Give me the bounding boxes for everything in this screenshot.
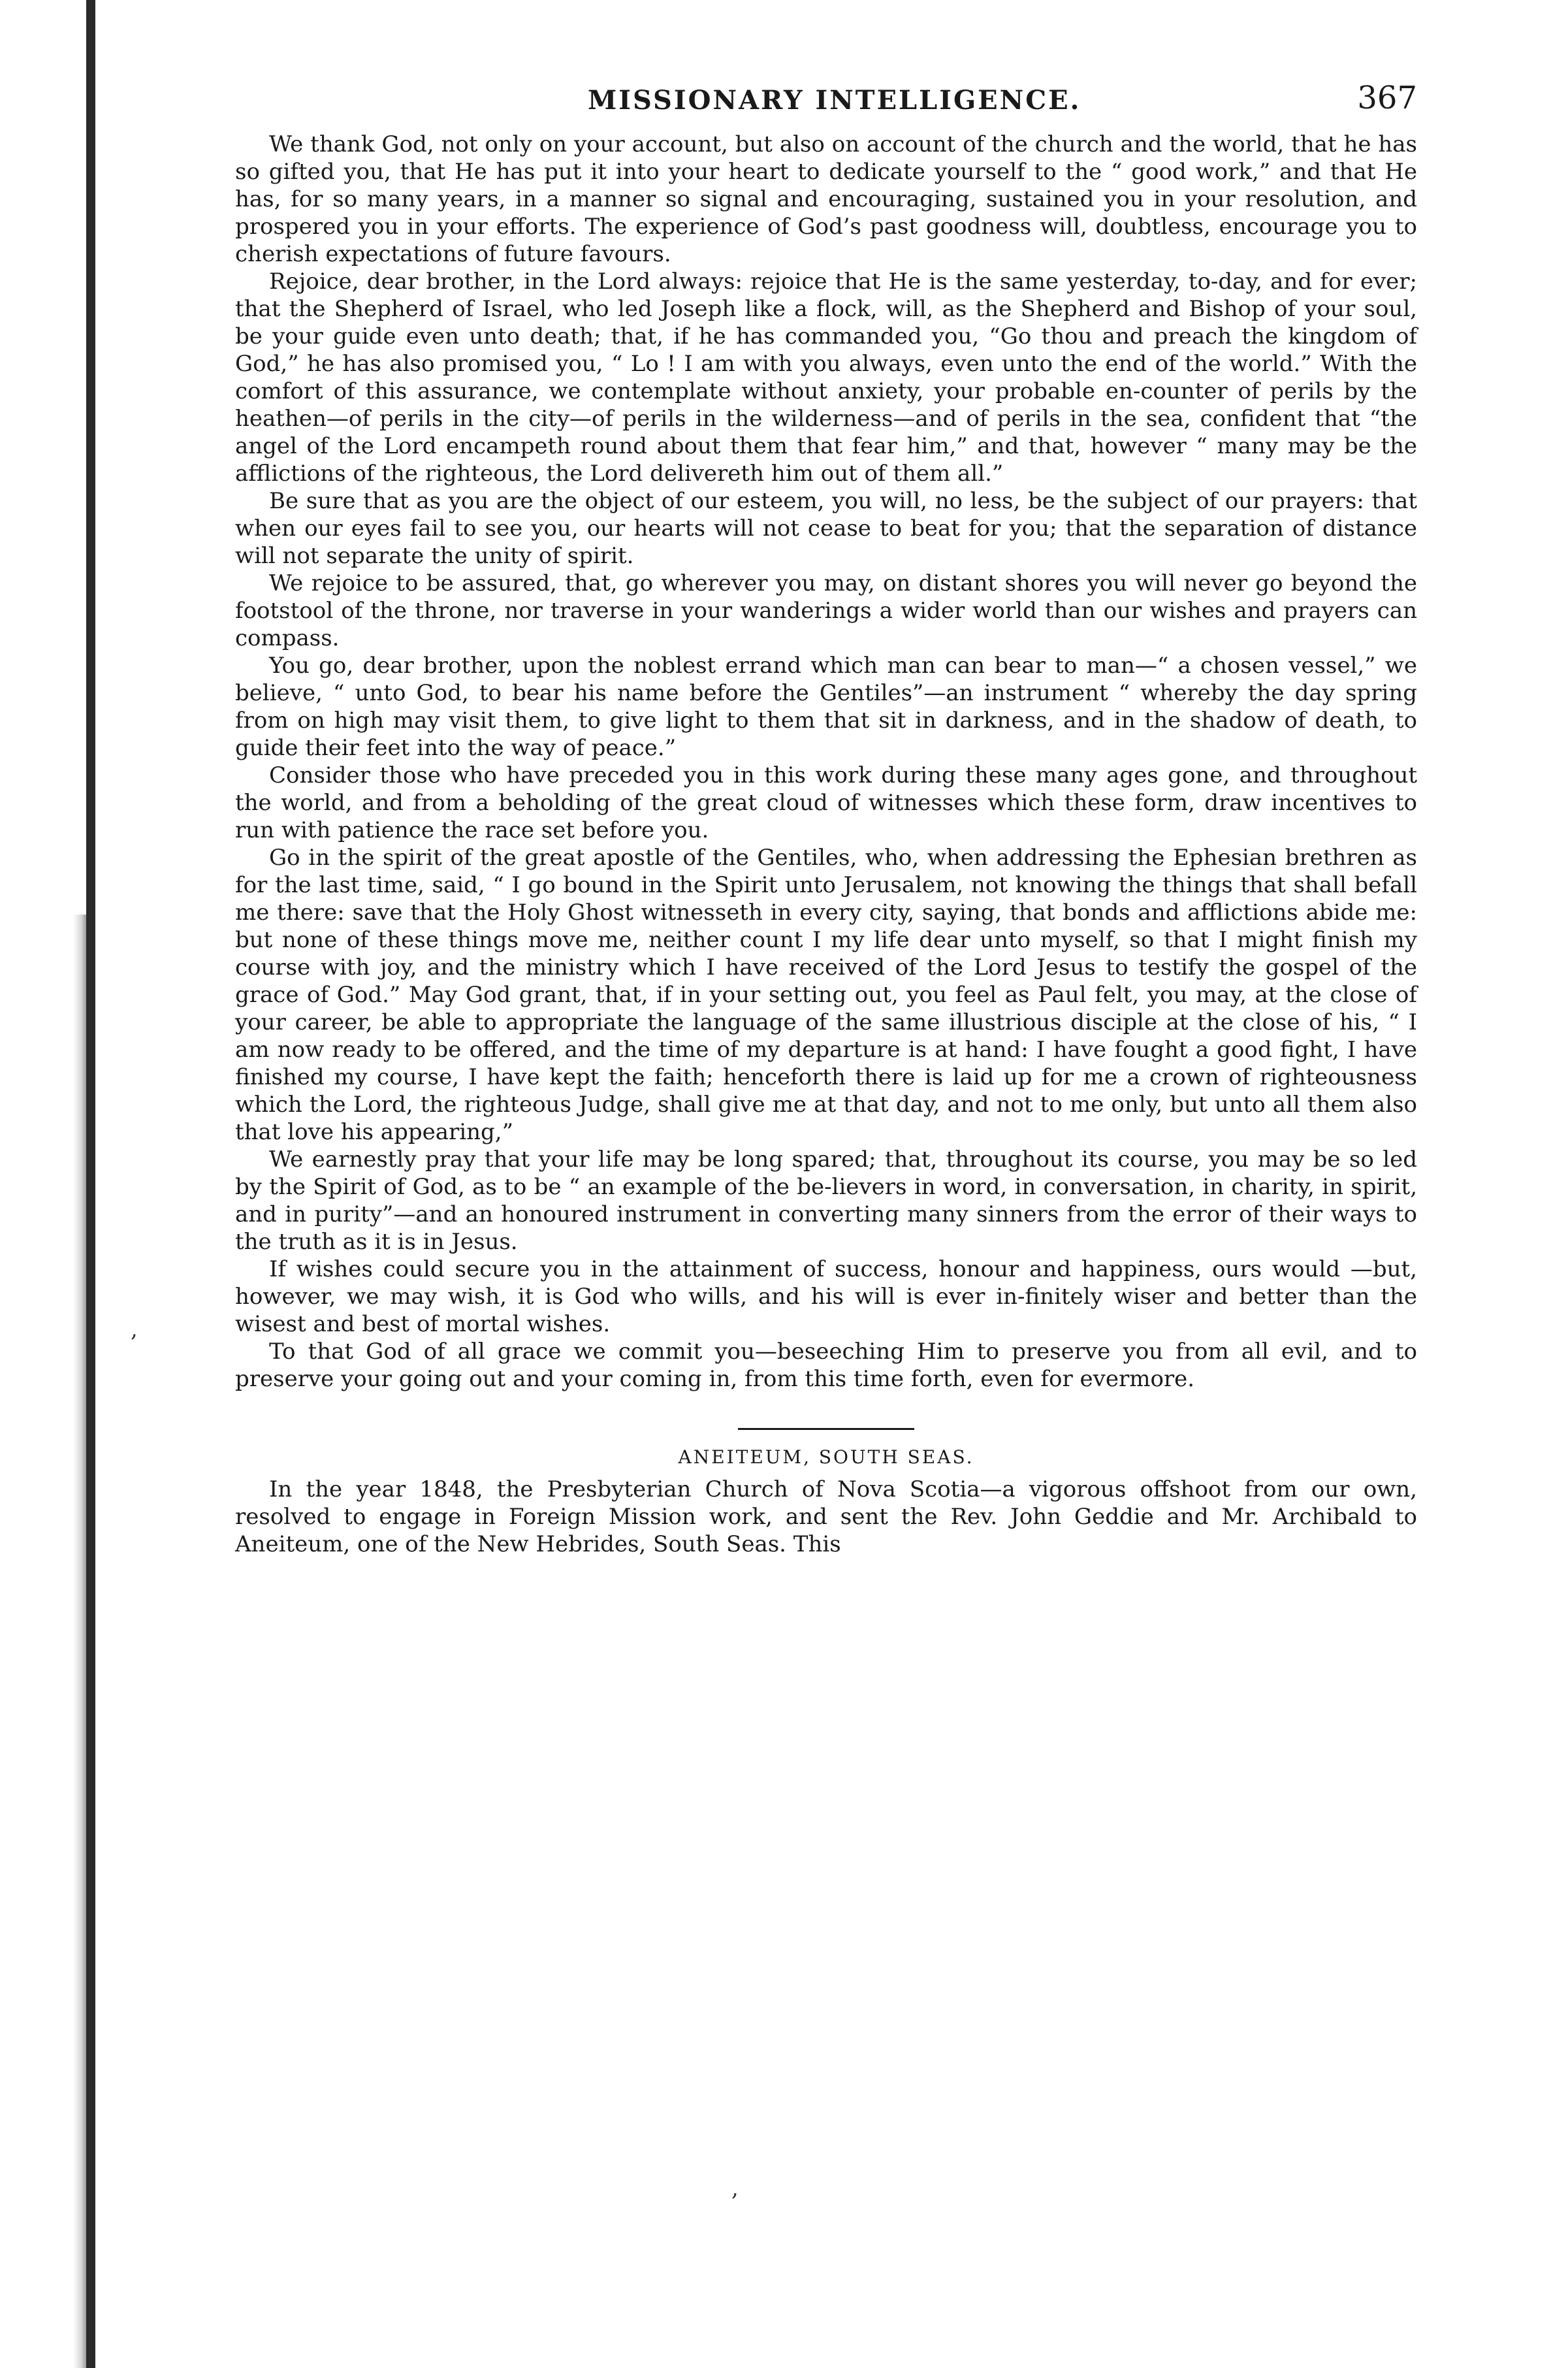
section-divider	[738, 1428, 914, 1430]
body-text	[235, 131, 1417, 1558]
paragraph: We thank God, not only on your account, but also on account of the church and the world, that he has so gifted you, that He has put it into your heart to dedicate yourself to the “ good work,” and that He has, for so many years, in a manner so signal and encouraging, sustained you in your resolution, and prospered you in your efforts. The experience of God’s past goodness will, doubtless, encourage you to cherish expectations of future favours.	[235, 131, 1417, 267]
paragraph: Go in the spirit of the great apostle of the Gentiles, who, when addressing the Ephesian brethren as for the last time, said, “ I go bound in the Spirit unto Jerusalem, not knowing the things that shall befall me there: save that the Holy Ghost witnesseth in every city, saying, that bonds and afflictions abide me: but none of these things move me, neither count I my life dear unto myself, so that I might finish my course with joy, and the ministry which I have received of the Lord Jesus to testify the gospel of the grace of God.” May God grant, that, if in your setting out, you feel as Paul felt, you may, at the close of your career, be able to appropriate the language of the same illustrious disciple at the close of his, “ I am now ready to be offered, and the time of my departure is at hand: I have fought a good fight, I have finished my course, I have kept the faith; henceforth there is laid up for me a crown of righteousness which the Lord, the righteous Judge, shall give me at that day, and not to me only, but unto all them also that love his appearing,”	[235, 845, 1417, 1145]
binding-bar	[86, 0, 95, 2368]
running-title: MISSIONARY INTELLIGENCE.	[588, 85, 1081, 116]
paragraph: We rejoice to be assured, that, go wherever you may, on distant shores you will never go beyond the footstool of the throne, nor traverse in your wanderings a wider world than our wishes and prayers can compass.	[235, 570, 1417, 651]
stray-ink-mark: ,	[131, 1316, 138, 1342]
binding-shadow	[73, 915, 86, 2368]
page-number: 367	[1357, 80, 1417, 116]
section-heading: ANEITEUM, SOUTH SEAS.	[678, 1446, 974, 1468]
section-paragraph: In the year 1848, the Presbyterian Church of Nova Scotia—a vigorous offshoot from our own, resolved to engage in Foreign Mission work, and sent the Rev. John Geddie and Mr. Archibald to Aneiteum, one of the New Hebrides, South Seas. This	[235, 1476, 1417, 1557]
paragraph: Be sure that as you are the object of our esteem, you will, no less, be the subject of our prayers: that when our eyes fail to see you, our hearts will not cease to beat for you; that the separation of distance will not separate the unity of spirit.	[235, 488, 1417, 569]
paragraph: Rejoice, dear brother, in the Lord always: rejoice that He is the same yesterday, to-day, and for ever; that the Shepherd of Israel, who led Joseph like a flock, will, as the Shepherd and Bishop of your soul, be your guide even unto death; that, if he has commanded you, “Go thou and preach the kingdom of God,” he has also promised you, “ Lo ! I am with you always, even unto the end of the world.” With the comfort of this assurance, we contemplate without anxiety, your probable en-counter of perils by the heathen—of perils in the city—of perils in the wilderness—and of perils in the sea, confident that “the angel of the Lord encampeth round about them that fear him,” and that, however “ many may be the afflictions of the righteous, the Lord delivereth him out of them all.”	[235, 268, 1417, 487]
running-head	[235, 78, 1417, 131]
book-page	[235, 78, 1417, 2299]
paragraph: You go, dear brother, upon the noblest errand which man can bear to man—“ a chosen vessel,” we believe, “ unto God, to bear his name before the Gentiles”—an instrument “ whereby the day spring from on high may visit them, to give light to them that sit in darkness, and in the shadow of death, to guide their feet into the way of peace.”	[235, 653, 1417, 761]
stray-ink-mark: ,	[731, 2175, 739, 2201]
paragraph: We earnestly pray that your life may be long spared; that, throughout its course, you may be so led by the Spirit of God, as to be “ an example of the be-lievers in word, in conversation, in charity, in spirit, and in purity”—and an honoured instrument in converting many sinners from the error of their ways to the truth as it is in Jesus.	[235, 1146, 1417, 1255]
paragraph: To that God of all grace we commit you—beseeching Him to preserve you from all evil, and to preserve your going out and your coming in, from this time forth, even for evermore.	[235, 1338, 1417, 1392]
paragraph: Consider those who have preceded you in this work during these many ages gone, and throughout the world, and from a beholding of the great cloud of witnesses which these form, draw incentives to run with patience the race set before you.	[235, 762, 1417, 843]
binding-edge	[0, 0, 98, 2368]
paragraph: If wishes could secure you in the attainment of success, honour and happiness, ours would —but, however, we may wish, it is God who wills, and his will is ever in-finitely wiser and better than the wisest and best of mortal wishes.	[235, 1256, 1417, 1337]
